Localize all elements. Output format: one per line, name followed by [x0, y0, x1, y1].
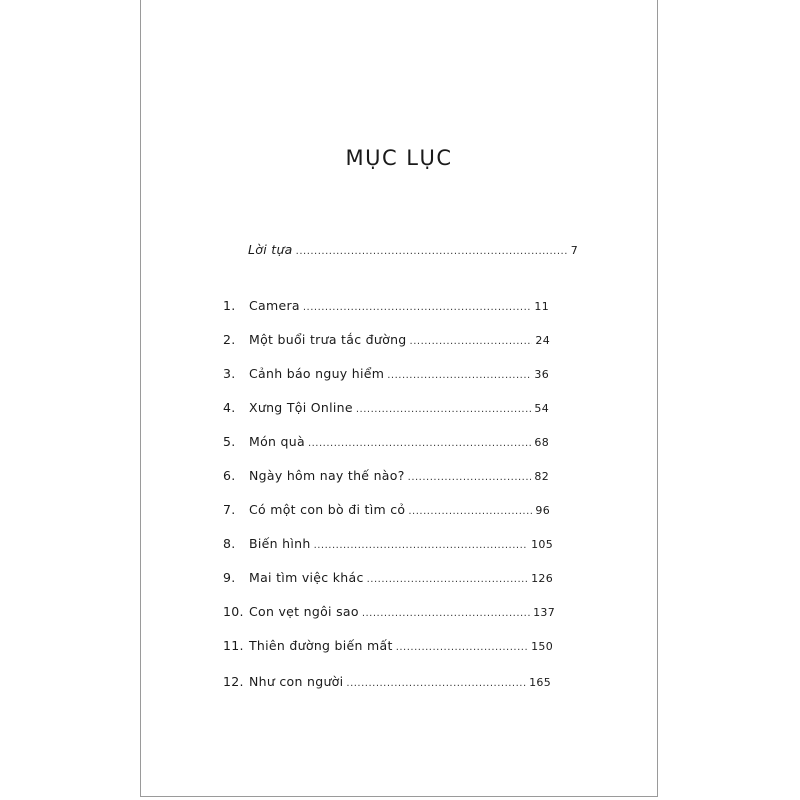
toc-entry-label: Món quà	[249, 434, 305, 449]
toc-leader-dots	[367, 574, 528, 585]
toc-entry-label: Biến hình	[249, 536, 311, 551]
toc-leader-dots	[346, 678, 526, 689]
toc-leader-dots	[308, 438, 531, 449]
toc-entry	[223, 468, 549, 483]
toc-leader-dots	[410, 336, 533, 347]
toc-entry	[223, 434, 549, 449]
toc-entry	[223, 570, 553, 585]
toc-entry-label: Mai tìm việc khác	[249, 570, 364, 585]
toc-entry-page: 68	[534, 436, 549, 449]
toc-leader-dots	[296, 246, 568, 257]
toc-leader-dots	[396, 642, 528, 653]
toc-entry-page: 54	[534, 402, 549, 415]
toc-leader-dots	[356, 404, 532, 415]
toc-entry-number: 9.	[223, 570, 236, 585]
toc-entry-number: 2.	[223, 332, 236, 347]
toc-entry-page: 24	[535, 334, 550, 347]
toc-entry-label: Lời tựa	[248, 242, 293, 257]
toc-leader-dots	[408, 472, 532, 483]
toc-entry	[223, 298, 549, 313]
toc-leader-dots	[303, 302, 532, 313]
toc-entry-page: 7	[570, 244, 578, 257]
toc-entry-page: 36	[534, 368, 549, 381]
toc-entry	[223, 502, 550, 517]
toc-entry-number: 8.	[223, 536, 236, 551]
toc-entry-page: 126	[531, 572, 553, 585]
toc-entry	[223, 674, 551, 689]
toc-entry-label: Con vẹt ngôi sao	[249, 604, 359, 619]
toc-entry-page: 96	[535, 504, 550, 517]
toc-entry-label: Như con người	[249, 674, 344, 689]
toc-entry-number: 4.	[223, 400, 236, 415]
toc-entry-number: 1.	[223, 298, 236, 313]
toc-entry-label: Một buổi trưa tắc đường	[249, 332, 407, 347]
toc-entry	[223, 332, 550, 347]
page-title: MỤC LỤC	[345, 146, 453, 170]
toc-entry	[223, 638, 553, 653]
toc-entry-label: Camera	[249, 298, 300, 313]
toc-leader-dots	[408, 506, 532, 517]
toc-entry-preface	[248, 242, 578, 257]
toc-entry	[223, 604, 555, 619]
toc-entry-page: 137	[533, 606, 555, 619]
toc-entry-number: 6.	[223, 468, 236, 483]
toc-entry	[223, 536, 553, 551]
toc-entry-label: Cảnh báo nguy hiểm	[249, 366, 385, 381]
toc-entry-label: Thiên đường biến mất	[249, 638, 393, 653]
toc-entry-number: 5.	[223, 434, 236, 449]
toc-entry	[223, 366, 549, 381]
toc-entry-number: 7.	[223, 502, 236, 517]
toc-entry-page: 105	[531, 538, 553, 551]
toc-leader-dots	[362, 608, 530, 619]
toc-entry-number: 11.	[223, 638, 244, 653]
book-page	[140, 0, 658, 797]
toc-leader-dots	[314, 540, 529, 551]
toc-entry-label: Ngày hôm nay thế nào?	[249, 468, 405, 483]
toc-entry-number: 10.	[223, 604, 244, 619]
toc-entry-page: 165	[529, 676, 551, 689]
toc-entry-page: 11	[534, 300, 549, 313]
toc-leader-dots	[387, 370, 531, 381]
toc-entry-page: 82	[534, 470, 549, 483]
toc-entry-label: Xưng Tội Online	[249, 400, 353, 415]
toc-entry-number: 3.	[223, 366, 236, 381]
toc-entry-page: 150	[531, 640, 553, 653]
toc-entry	[223, 400, 549, 415]
toc-entry-number: 12.	[223, 674, 244, 689]
toc-entry-label: Có một con bò đi tìm cỏ	[249, 502, 406, 517]
